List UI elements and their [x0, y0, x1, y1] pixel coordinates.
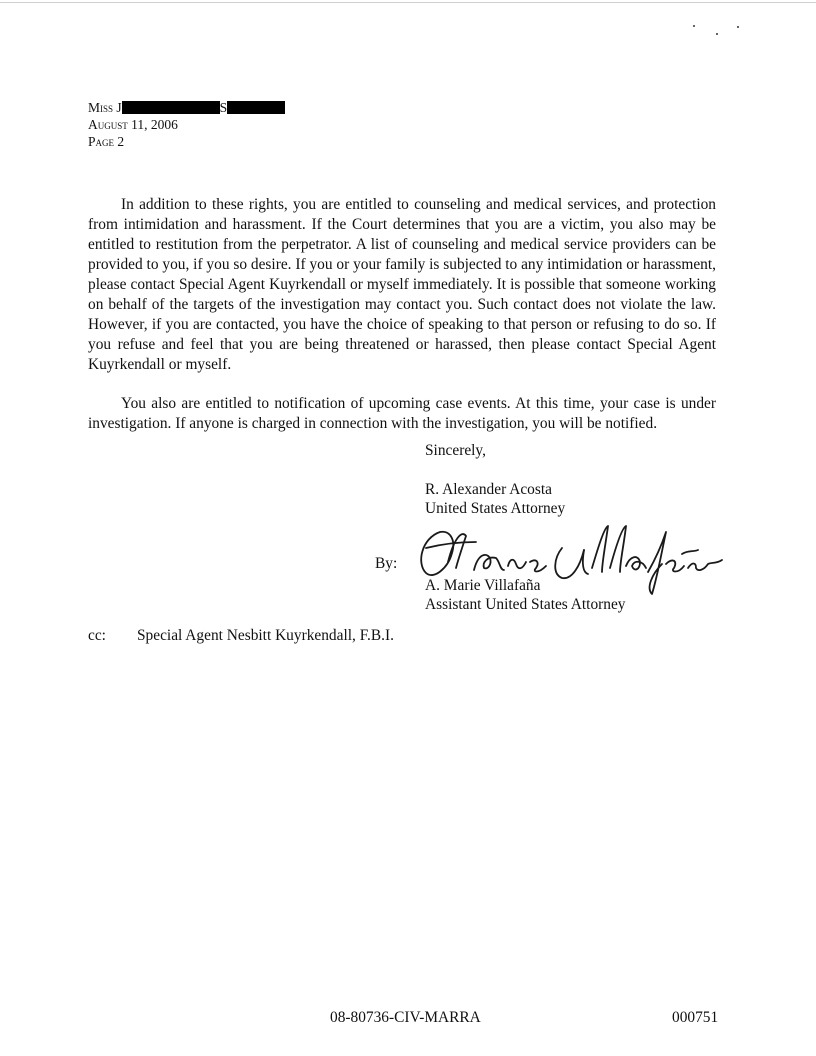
recipient-prefix: Miss J [88, 100, 122, 115]
agent-title: Assistant United States Attorney [425, 596, 626, 613]
scan-speck [716, 33, 718, 35]
valediction: Sincerely, [425, 442, 486, 459]
letter-body [88, 195, 716, 453]
recipient-middle: S [219, 100, 228, 115]
cc-label: cc: [88, 627, 106, 644]
page-number: Page 2 [88, 134, 125, 149]
signer-title: United States Attorney [425, 500, 566, 517]
case-number: 08-80736-CIV-MARRA [330, 1009, 481, 1026]
body-paragraph-1: In addition to these rights, you are entitled to counseling and medical services, and protection from intimidation and harassment. If the Court determines that you are a victim, you also may be entitled to restitution from the perpetrator. A list of counseling and medical service providers can be provided to you, if you so desire. If you or your family is subjected to any intimidation or harassment, please contact Special Agent Kuyrkendall or myself immediately. It is possible that someone working on behalf of the targets of the investigation may contact you. Such contact does not violate the law. However, if you are contacted, you have the choice of speaking to that person or refusing to do so. If you refuse and feel that you are being threatened or harassed, then please contact Special Agent Kuyrkendall or myself. [88, 196, 716, 373]
letter-header [88, 99, 285, 150]
scan-speck [737, 26, 739, 28]
redaction-block [227, 101, 285, 114]
letter-date: August 11, 2006 [88, 117, 178, 132]
redaction-block [122, 101, 220, 114]
agent-name: A. Marie Villafaña [425, 577, 541, 594]
by-label: By: [375, 555, 398, 572]
scan-speck [693, 25, 695, 27]
body-paragraph-2: You also are entitled to notification of upcoming case events. At this time, your case is under investigation. If anyone is charged in connection with the investigation, you will be notified. [88, 395, 716, 432]
scan-edge-line [0, 2, 816, 3]
bates-number: 000751 [672, 1009, 719, 1026]
recipient-line [88, 99, 285, 116]
cc-recipient: Special Agent Nesbitt Kuyrkendall, F.B.I. [137, 627, 394, 644]
signer-name: R. Alexander Acosta [425, 481, 552, 498]
